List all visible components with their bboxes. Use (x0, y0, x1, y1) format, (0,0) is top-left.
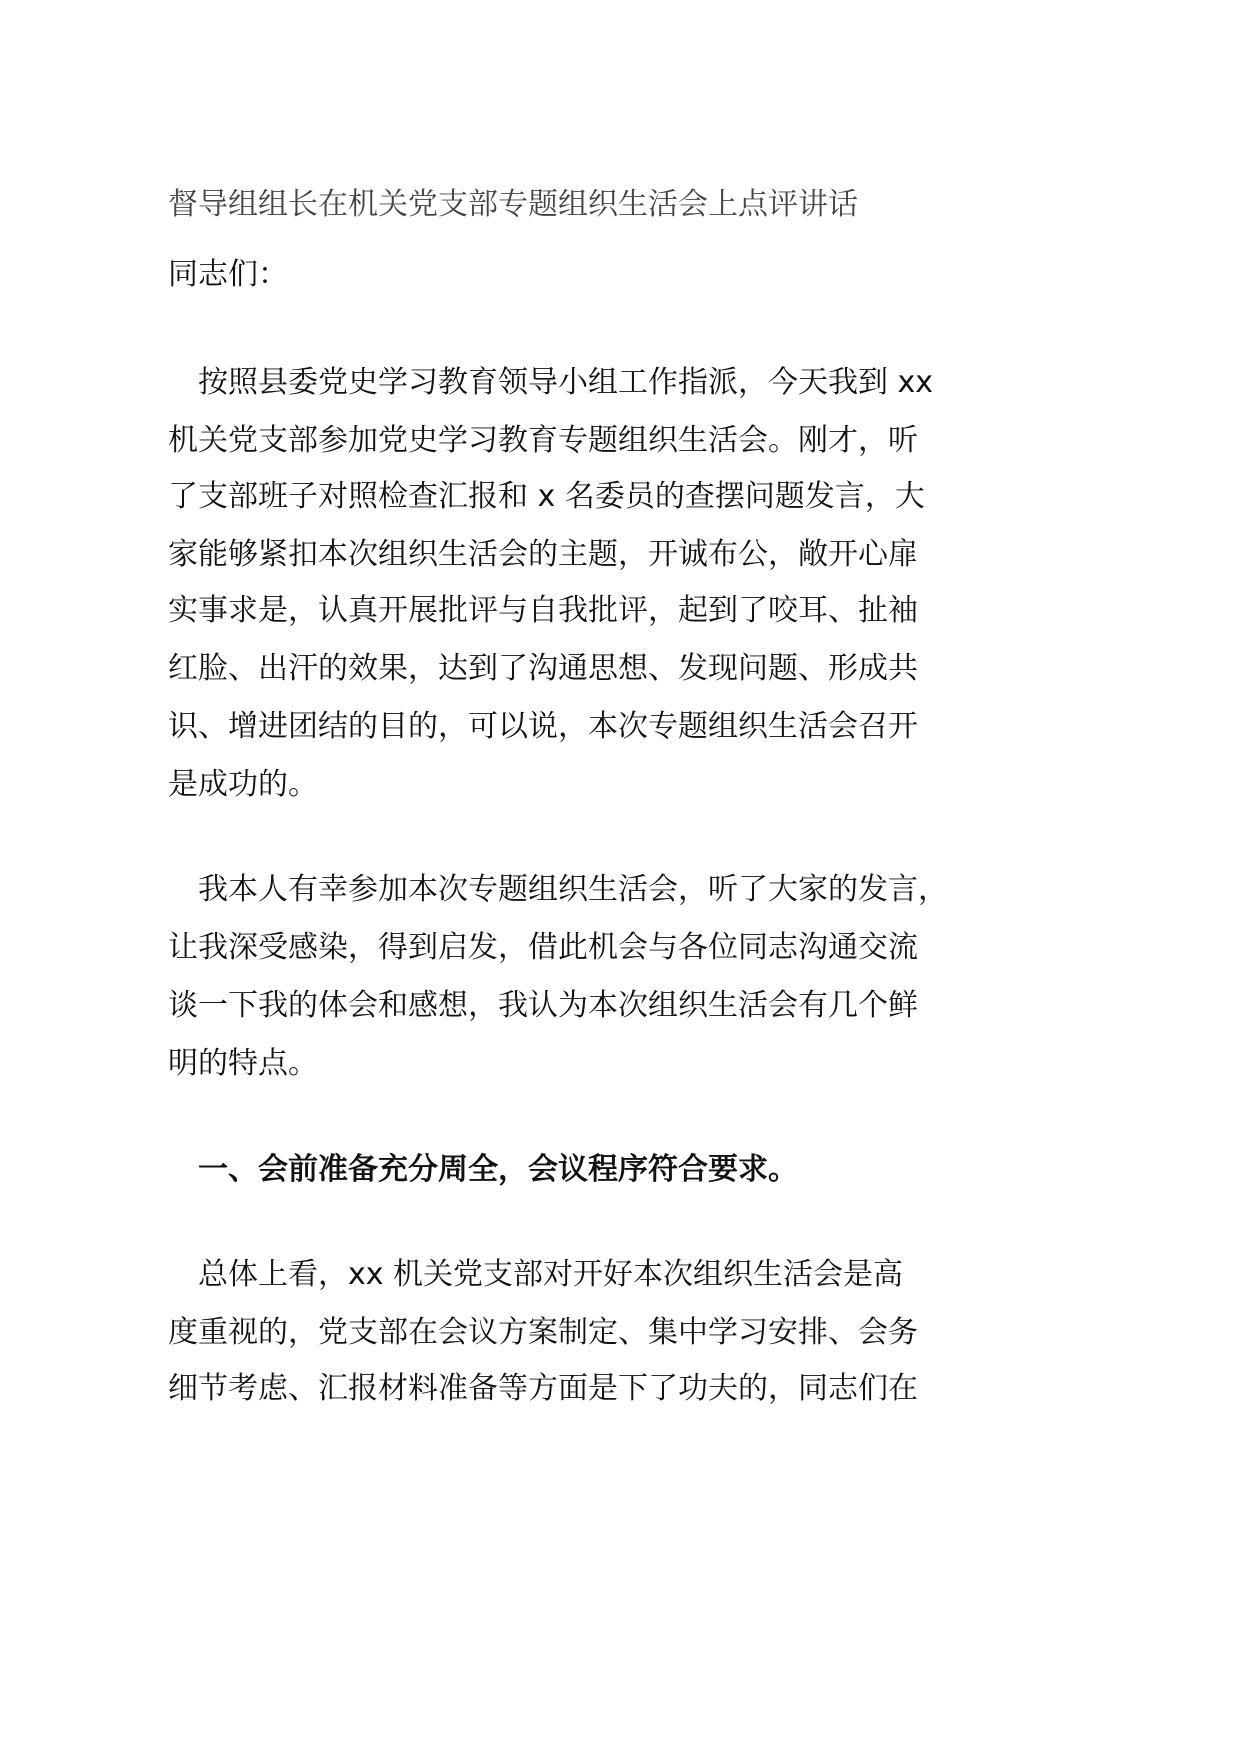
text-line: 度重视的，党支部在会议方案制定、集中学习安排、会务 (168, 1315, 918, 1350)
salutation: 同志们： (168, 257, 288, 292)
text-line: 让我深受感染，得到启发，借此机会与各位同志沟通交流 (168, 930, 918, 965)
text-line: 实事求是，认真开展批评与自我批评，起到了咬耳、扯袖 (168, 593, 918, 628)
text-line: 家能够紧扣本次组织生活会的主题，开诚布公，敞开心扉 (168, 537, 918, 572)
text-line: 机关党支部参加党史学习教育专题组织生活会。刚才，听 (168, 423, 918, 458)
section-heading: 一、会前准备充分周全，会议程序符合要求。 (168, 1152, 798, 1187)
text-line: 识、增进团结的目的，可以说，本次专题组织生活会召开 (168, 709, 918, 744)
text-line: 按照县委党史学习教育领导小组工作指派，今天我到 xx (168, 365, 934, 400)
text-line: 是成功的。 (168, 767, 318, 802)
document-title: 督导组组长在机关党支部专题组织生活会上点评讲话 (168, 187, 858, 222)
text-line: 红脸、出汗的效果，达到了沟通思想、发现问题、形成共 (168, 651, 918, 686)
text-line: 细节考虑、汇报材料准备等方面是下了功夫的，同志们在 (168, 1371, 918, 1406)
text-line: 明的特点。 (168, 1046, 318, 1081)
text-line: 我本人有幸参加本次专题组织生活会，听了大家的发言， (168, 872, 948, 907)
text-line: 谈一下我的体会和感想，我认为本次组织生活会有几个鲜 (168, 988, 918, 1023)
text-line: 总体上看，xx 机关党支部对开好本次组织生活会是高 (168, 1257, 904, 1292)
text-line: 了支部班子对照检查汇报和 x 名委员的查摆问题发言，大 (168, 479, 925, 514)
